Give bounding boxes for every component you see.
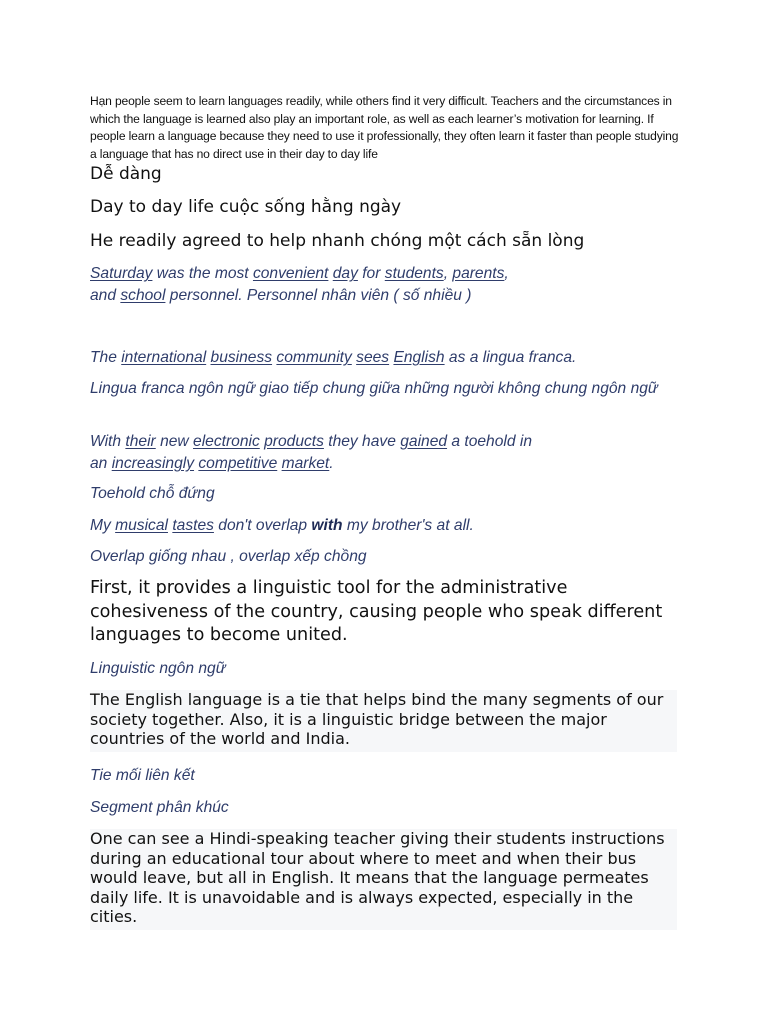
underlined-word: tastes: [172, 517, 214, 534]
underlined-word: gained: [400, 433, 448, 450]
sentence-personnel: Saturday was the most convenient day for students, parents, and school personnel. Personnel nhân viên ( số nhiều ): [90, 265, 509, 304]
note-linguistic: Linguistic ngôn ngữ: [90, 660, 226, 677]
note-lingua-franca: Lingua franca ngôn ngữ giao tiếp chung giữa những người không chung ngôn ngữ: [90, 380, 658, 397]
underlined-word: English: [393, 349, 445, 366]
underlined-word: products: [264, 433, 324, 450]
underlined-word: international: [121, 349, 207, 366]
underlined-word: parents: [452, 265, 505, 282]
paragraph-hindi: One can see a Hindi-speaking teacher giving their students instructions during an educational tour about where to meet and when their bus would leave, but all in English. It means that the language permeates daily life. It is unavoidable and is always expected, especially in the cities.: [90, 829, 677, 930]
paragraph-tie: The English language is a tie that helps bind the many segments of our society together. Also, it is a linguistic bridge between the major countries of the world and India.: [90, 690, 677, 752]
underlined-word: students: [384, 265, 444, 282]
underlined-word: business: [210, 349, 273, 366]
note-overlap: Overlap giống nhau , overlap xếp chồng: [90, 548, 367, 565]
underlined-word: increasingly: [111, 455, 195, 472]
underlined-word: competitive: [198, 455, 278, 472]
sentence-overlap: My musical tastes don't overlap with my brother's at all.: [90, 517, 474, 534]
underlined-word: musical: [115, 517, 168, 534]
paragraph-linguistic-tool: First, it provides a linguistic tool for the administrative cohesiveness of the country, causing people who speak different languages to become united.: [90, 578, 663, 645]
note-toehold: Toehold chỗ đứng: [90, 485, 215, 502]
note-segment: Segment phân khúc: [90, 799, 229, 816]
underlined-word: school: [120, 287, 166, 304]
vocab-readily: He readily agreed to help nhanh chóng một cách sẵn lòng: [90, 231, 585, 251]
underlined-word: community: [276, 349, 352, 366]
underlined-word: day: [332, 265, 358, 282]
sentence-lingua-franca: The international business community sees English as a lingua franca.: [90, 349, 577, 366]
underlined-word: sees: [356, 349, 390, 366]
sentence-toehold: With their new electronic products they have gained a toehold in an increasingly competitive market.: [90, 433, 533, 472]
underlined-word: electronic: [193, 433, 260, 450]
intro-paragraph: Hạn people seem to learn languages readily, while others find it very difficult. Teachers and the circumstances in which the language is learned also play an important role, as well as each learner’s motivation for learning. If people learn a language because they need to use it professionally, they often learn it faster than people studying a language that has no direct use in their day to day life: [90, 94, 679, 161]
vocab-day-to-day-life: Day to day life cuộc sống hằng ngày: [90, 197, 402, 217]
bold-word: with: [311, 517, 343, 534]
underlined-word: their: [125, 433, 156, 450]
underlined-word: market: [281, 455, 330, 472]
note-tie: Tie mối liên kết: [90, 767, 195, 784]
underlined-word: Saturday: [90, 265, 153, 282]
vocab-de-dang: Dễ dàng: [90, 164, 162, 184]
underlined-word: convenient: [252, 265, 329, 282]
